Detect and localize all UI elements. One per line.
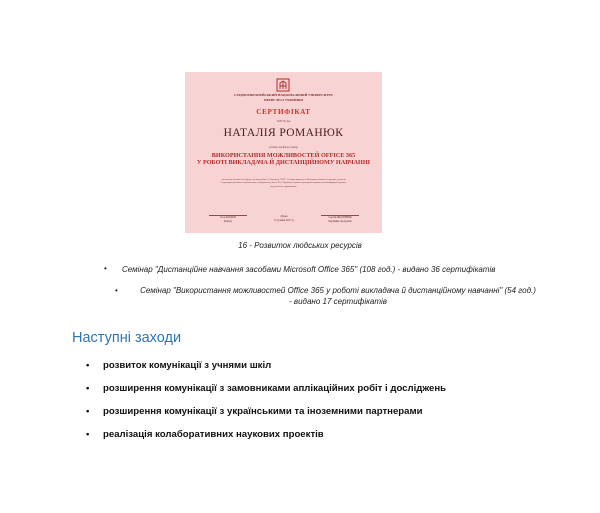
list-item-text: реалізація колаборативних наукових проектів	[103, 429, 324, 440]
list-item	[86, 360, 271, 371]
certificate-title: СЕРТИФІКАТ	[256, 108, 311, 116]
seminar-item-2-line1: Семінар "Використання можливостей Office 365 у роботі викладача й дистанційному навчанні" (54 год.)	[140, 286, 536, 295]
list-bullet: •	[104, 264, 107, 273]
left-signature-name: Ігор КОЦАН	[220, 216, 236, 219]
list-item	[86, 429, 324, 440]
university-line2: ІМЕНІ ЛЕСІ УКРАЇНКИ	[263, 97, 304, 102]
right-signature-role: Керівник програми	[328, 219, 352, 223]
list-bullet: •	[115, 286, 118, 295]
certificate-number: ТОВ-78, №4	[276, 120, 291, 123]
list-item-text: розвиток комунікації з учнями шкіл	[103, 360, 272, 371]
left-signature-role: Ректор	[223, 219, 233, 223]
seminar-item-1: Семінар "Дистанційне навчання засобами Microsoft Office 365" (108 год.) - видано 36 сертифікатів	[122, 265, 496, 274]
certificate-body-text: загальним обсягом 54 години, що відповідає 1,8 кредиту ЄКТС. Семінар проведено Центром розвитку людських ресурсів Східноєвропейського національного університету імені Лесі Українки в рамках програми підвищення кваліфікації науково-педагогічних працівників.	[220, 178, 347, 188]
list-bullet: •	[86, 406, 90, 417]
course-line2: У РОБОТІ ВИКЛАДАЧА Й ДИСТАНЦІЙНОМУ НАВЧАННІ	[196, 159, 371, 167]
right-signature-name: Сергій ФЕДОНЮК	[328, 216, 352, 219]
list-item-text: розширення комунікації з українськими та іноземними партнерами	[103, 406, 423, 417]
seminar-item-2-line2: - видано 17 сертифікатів	[289, 297, 387, 306]
list-item	[86, 406, 422, 417]
university-line1: СХІДНОЄВРОПЕЙСЬКИЙ НАЦІОНАЛЬНИЙ УНІВЕРСИТЕТ	[233, 93, 334, 97]
certificate-university	[185, 93, 382, 102]
certificate-course	[185, 152, 382, 167]
certificate-image	[185, 72, 382, 233]
university-logo-icon	[276, 78, 290, 92]
figure-caption: 16 - Розвиток людських ресурсів	[238, 241, 362, 250]
course-line1: ВИКОРИСТАННЯ МОЖЛИВОСТЕЙ OFFICE 365	[211, 152, 356, 159]
list-item-text: розширення комунікації з замовниками аплікаційних робіт і досліджень	[103, 383, 447, 394]
left-signature	[207, 216, 249, 223]
certificate-participated: успішно пройшла семінар	[269, 146, 298, 149]
list-bullet: •	[86, 429, 90, 440]
list-bullet: •	[86, 360, 90, 371]
certificate-date: 15 травня 2017 р.	[273, 218, 295, 222]
list-item	[86, 383, 446, 394]
center-place-date	[263, 215, 305, 222]
right-signature	[319, 216, 361, 223]
list-bullet: •	[86, 383, 90, 394]
certificate-recipient: НАТАЛІЯ РОМАНЮК	[223, 127, 344, 139]
certificate-place: Луцьк	[280, 215, 288, 218]
next-steps-heading: Наступні заходи	[72, 330, 182, 346]
seminar-item-2	[133, 285, 543, 307]
